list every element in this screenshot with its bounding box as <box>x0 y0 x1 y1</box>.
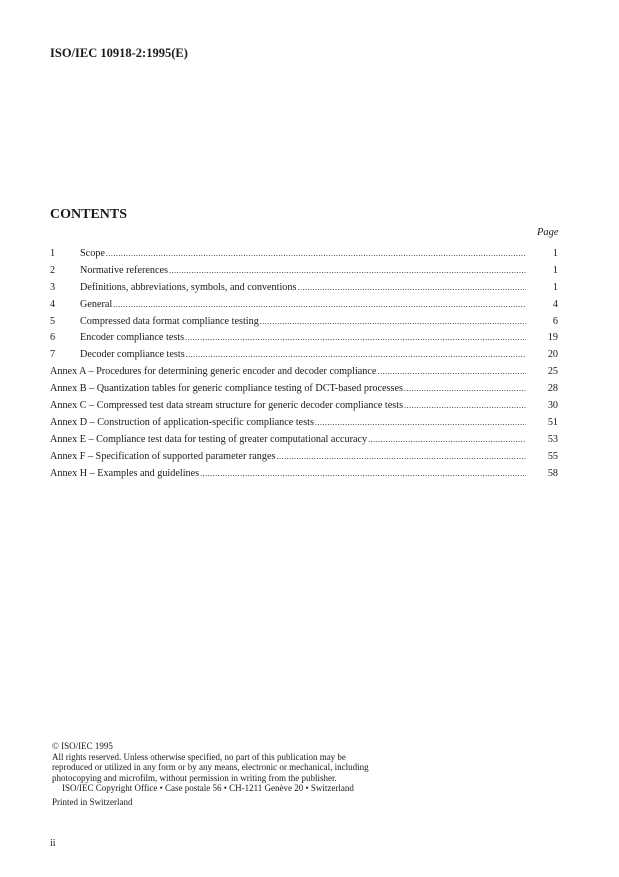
toc-leader-dots <box>297 283 526 292</box>
toc-entry-title: Annex E – Compliance test data for testing of greater computational accuracy <box>50 433 368 445</box>
toc-leader-dots <box>186 350 526 359</box>
toc-leader-dots <box>113 300 526 309</box>
toc-entry-page: 1 <box>552 248 558 259</box>
toc-entry-title: Annex B – Quantization tables for generic compliance testing of DCT-based processes <box>50 383 403 395</box>
toc-entry-title: Scope <box>80 248 105 259</box>
toc-leader-dots <box>200 469 526 478</box>
page-number: ii <box>50 838 56 849</box>
rights-line-3: photocopying and microfilm, without permission in writing from the publisher. <box>52 772 337 783</box>
rights-line-2: reproduced or utilized in any form or by any means, electronic or mechanical, including <box>52 762 369 772</box>
contents-title: CONTENTS <box>50 207 128 222</box>
toc-entry-page: 51 <box>547 416 558 428</box>
toc-entry-title: Encoder compliance tests <box>80 332 185 344</box>
toc-entry-title: Annex C – Compressed test data stream structure for generic decoder compliance tests <box>50 400 404 412</box>
toc-entry-page: 6 <box>552 315 558 327</box>
toc-entry-number: 7 <box>50 349 56 361</box>
toc-entry <box>50 434 558 451</box>
toc-entry-number: 2 <box>50 264 56 276</box>
toc-entry-number: 3 <box>50 281 56 293</box>
rights-line-1: All rights reserved. Unless otherwise specified, no part of this publication may be <box>52 751 346 762</box>
toc-leader-dots <box>368 435 526 444</box>
copyright-office-address: ISO/IEC Copyright Office • Case postale 56 • CH-1211 Genève 20 • Switzerland <box>62 783 354 793</box>
toc-entry-page: 1 <box>552 281 558 293</box>
copyright-block <box>52 741 412 783</box>
toc-entry-title: General <box>80 298 113 310</box>
toc-entry-title: Annex D – Construction of application-specific compliance tests <box>50 416 314 428</box>
toc-entry <box>50 265 558 282</box>
copyright-notice: © ISO/IEC 1995 <box>52 741 113 751</box>
toc-entry-page: 30 <box>547 400 558 412</box>
toc-entry-page: 19 <box>547 332 558 344</box>
toc-leader-dots <box>185 333 526 342</box>
document-header: ISO/IEC 10918-2:1995(E) <box>50 46 188 60</box>
toc-entry <box>50 417 558 434</box>
toc-entry-page: 1 <box>552 264 558 276</box>
toc-entry-page: 4 <box>552 298 558 310</box>
toc-entry-page: 58 <box>547 467 558 479</box>
toc-entry <box>50 248 558 265</box>
toc-leader-dots <box>315 418 526 427</box>
toc-entry-title: Annex H – Examples and guidelines <box>50 467 200 479</box>
toc-entry-number: 1 <box>50 248 56 259</box>
toc-leader-dots <box>377 367 526 376</box>
toc-leader-dots <box>276 452 526 461</box>
toc-entry-page: 28 <box>547 383 558 395</box>
toc-entry <box>50 451 558 468</box>
printed-in: Printed in Switzerland <box>52 797 133 807</box>
toc-entry-page: 25 <box>547 366 558 378</box>
toc-entry-title: Compressed data format compliance testing <box>80 315 259 327</box>
toc-entry-number: 5 <box>50 315 56 327</box>
toc-leader-dots <box>169 266 526 275</box>
toc-entry <box>50 366 558 383</box>
page-column-label: Page <box>537 227 559 238</box>
toc-entry <box>50 299 558 316</box>
toc-entry-page: 20 <box>547 349 558 361</box>
toc-entry <box>50 349 558 366</box>
toc-entry-title: Normative references <box>80 264 168 276</box>
toc-leader-dots <box>106 249 526 258</box>
toc-entry-title: Definitions, abbreviations, symbols, and conventions <box>80 281 297 293</box>
table-of-contents <box>50 248 558 484</box>
toc-leader-dots <box>260 317 526 326</box>
toc-entry-number: 4 <box>50 298 56 310</box>
toc-leader-dots <box>404 401 526 410</box>
toc-leader-dots <box>404 384 526 393</box>
toc-entry <box>50 316 558 333</box>
toc-entry-page: 55 <box>547 450 558 462</box>
toc-entry <box>50 468 558 485</box>
toc-entry-title: Annex F – Specification of supported parameter ranges <box>50 450 276 462</box>
toc-entry-number: 6 <box>50 332 56 344</box>
toc-entry <box>50 282 558 299</box>
toc-entry <box>50 332 558 349</box>
toc-entry-title: Annex A – Procedures for determining generic encoder and decoder compliance <box>50 366 377 378</box>
toc-entry <box>50 383 558 400</box>
toc-entry <box>50 400 558 417</box>
toc-entry-page: 53 <box>547 433 558 445</box>
toc-entry-title: Decoder compliance tests <box>80 349 185 361</box>
